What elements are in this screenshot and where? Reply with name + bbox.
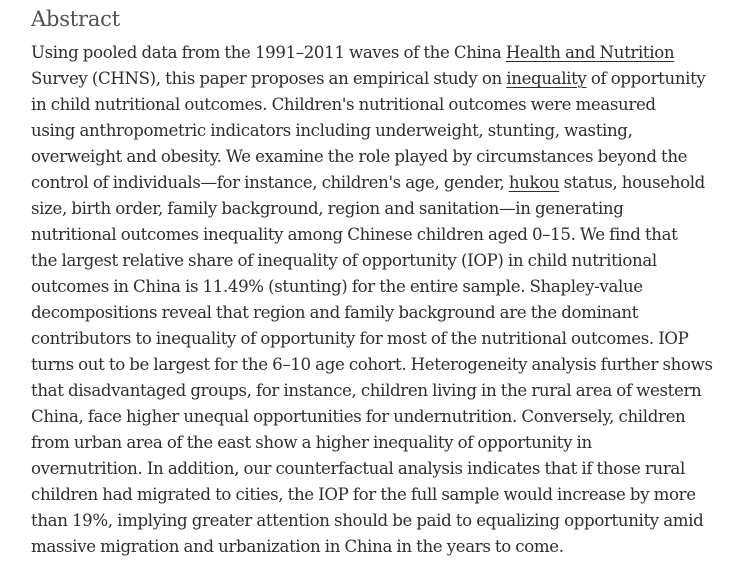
abstract-text: children had migrated to cities, the IOP for the full sample would increase by more <box>31 485 696 504</box>
abstract-line <box>31 222 721 248</box>
abstract-text: contributors to inequality of opportunity for most of the nutritional outcomes. IOP <box>31 329 689 348</box>
abstract-line <box>31 274 721 300</box>
term-link-health-and-nutrition[interactable]: Health and Nutrition <box>505 43 675 62</box>
abstract-line <box>31 92 721 118</box>
abstract-text: China, face higher unequal opportunities for undernutrition. Conversely, children <box>31 407 686 426</box>
abstract-text: Using pooled data from the 1991–2011 waves of the China <box>31 43 506 62</box>
abstract-line <box>31 534 721 560</box>
abstract-text: outcomes in China is 11.49% (stunting) for the entire sample. Shapley-value <box>31 277 643 296</box>
abstract-line <box>31 508 721 534</box>
abstract-text: than 19%, implying greater attention should be paid to equalizing opportunity amid <box>31 511 704 530</box>
abstract-heading: Abstract <box>31 7 120 31</box>
abstract-line <box>31 118 721 144</box>
abstract-text: in child nutritional outcomes. Children's nutritional outcomes were measured <box>31 95 656 114</box>
abstract-line <box>31 378 721 404</box>
abstract-text: overnutrition. In addition, our counterfactual analysis indicates that if those rural <box>31 459 685 478</box>
abstract-text: nutritional outcomes inequality among Chinese children aged 0–15. We find that <box>31 225 678 244</box>
abstract-section <box>31 4 721 560</box>
abstract-text: decompositions reveal that region and family background are the dominant <box>31 303 639 322</box>
abstract-text: the largest relative share of inequality of opportunity (IOP) in child nutritional <box>31 251 657 270</box>
abstract-line <box>31 326 721 352</box>
abstract-line <box>31 430 721 456</box>
abstract-text: status, household <box>559 173 705 192</box>
abstract-text: control of individuals—for instance, children's age, gender, <box>31 173 509 192</box>
abstract-line <box>31 482 721 508</box>
abstract-line <box>31 170 721 196</box>
abstract-text: massive migration and urbanization in China in the years to come. <box>31 537 564 556</box>
abstract-text: of opportunity <box>586 69 706 88</box>
term-link-inequality[interactable]: inequality <box>506 69 587 88</box>
abstract-line <box>31 404 721 430</box>
abstract-line <box>31 248 721 274</box>
abstract-text: turns out to be largest for the 6–10 age cohort. Heterogeneity analysis further shows <box>31 355 713 374</box>
abstract-text: overweight and obesity. We examine the role played by circumstances beyond the <box>31 147 688 166</box>
abstract-text: that disadvantaged groups, for instance, children living in the rural area of western <box>31 381 702 400</box>
abstract-text: using anthropometric indicators including underweight, stunting, wasting, <box>31 121 633 140</box>
abstract-body <box>31 40 721 560</box>
abstract-line <box>31 40 721 66</box>
abstract-line <box>31 144 721 170</box>
abstract-line <box>31 300 721 326</box>
abstract-line <box>31 352 721 378</box>
term-link-hukou[interactable]: hukou <box>508 173 560 192</box>
abstract-text: size, birth order, family background, region and sanitation—in generating <box>31 199 624 218</box>
abstract-text: from urban area of the east show a higher inequality of opportunity in <box>31 433 592 452</box>
abstract-line <box>31 456 721 482</box>
abstract-text: Survey (CHNS), this paper proposes an empirical study on <box>31 69 507 88</box>
abstract-line <box>31 66 721 92</box>
abstract-line <box>31 196 721 222</box>
